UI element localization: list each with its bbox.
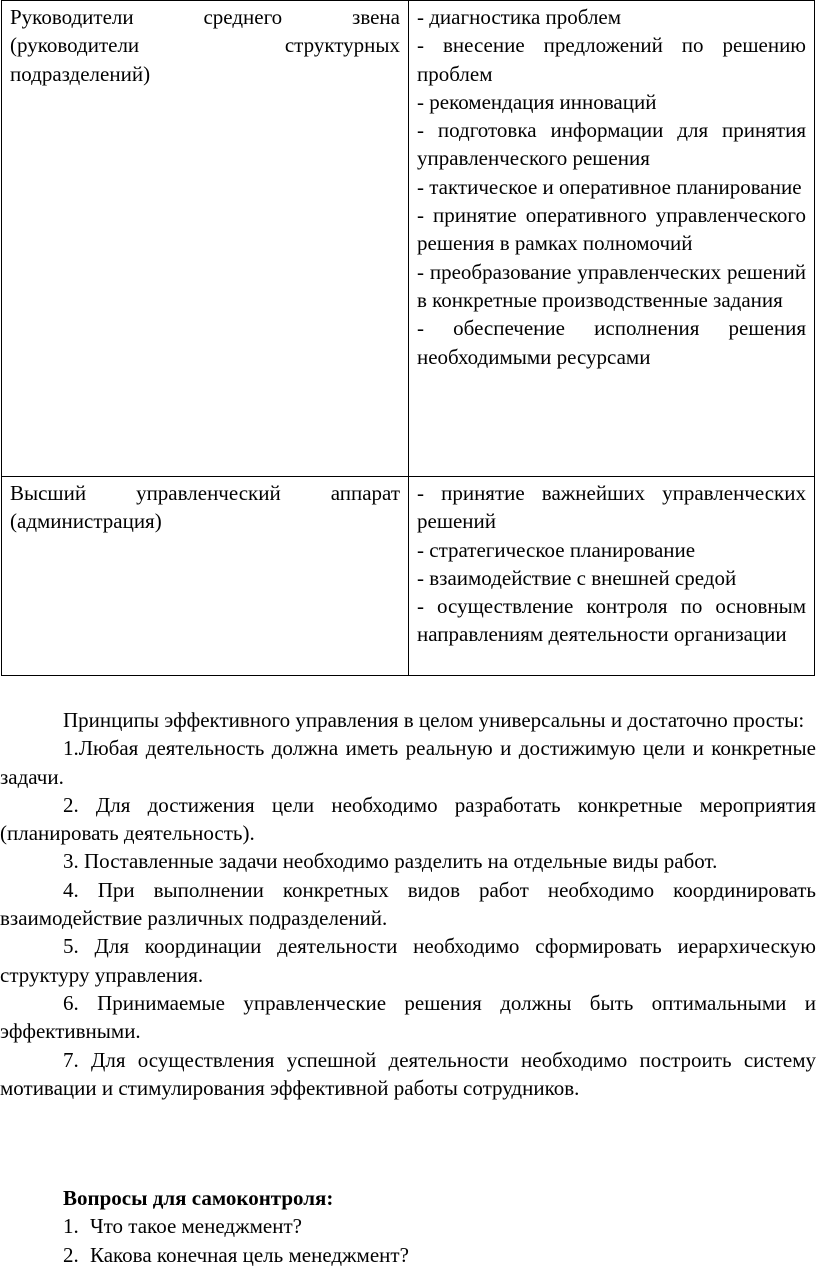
function-item: - принятие оперативного управленческого решения в рамках полномочий	[417, 203, 806, 256]
level-cell	[2, 477, 409, 676]
level-name: Руководители среднего звена (руководители структурных подразделений)	[10, 5, 400, 86]
principle-item: 5. Для координации деятельности необходимо сформировать иерархическую структуру управления.	[0, 934, 816, 987]
functions-cell	[409, 1, 815, 477]
function-item: - тактическое и оперативное планирование	[417, 174, 802, 199]
function-item: - взаимодействие с внешней средой	[417, 565, 737, 590]
level-cell	[2, 1, 409, 477]
table-row	[2, 1, 815, 477]
level-name: Высший управленческий аппарат (администрация)	[10, 481, 400, 534]
function-item: - принятие важнейших управленческих решений	[417, 481, 806, 534]
function-item: - рекомендация инноваций	[417, 89, 657, 114]
question-text: Что такое менеджмент?	[90, 1214, 302, 1239]
question-number: 2.	[63, 1242, 79, 1267]
function-item: - стратегическое планирование	[417, 537, 696, 562]
function-item: - подготовка информации для принятия управленческого решения	[417, 118, 806, 171]
question-number: 1.	[63, 1214, 79, 1239]
functions-cell	[409, 477, 815, 676]
list-item	[63, 1212, 803, 1240]
function-item: - осуществление контроля по основным направлениям деятельности организации	[417, 594, 806, 647]
principles-lead: Принципы эффективного управления в целом универсальны и достаточно просты:	[63, 708, 805, 732]
principle-item: 2. Для достижения цели необходимо разработать конкретные мероприятия (планировать деятельность).	[0, 792, 816, 846]
self-check-section	[63, 1184, 803, 1269]
principle-item: 6. Принимаемые управленческие решения должны быть оптимальными и эффективными.	[0, 990, 816, 1044]
question-list	[63, 1212, 803, 1269]
principle-item: 7. Для осуществления успешной деятельности необходимо построить систему мотивации и стимулирования эффективной работы сотрудников.	[0, 1047, 816, 1100]
question-text: Какова конечная цель менеджмент?	[90, 1242, 409, 1267]
principles-section	[0, 706, 816, 1102]
self-check-heading: Вопросы для самоконтроля:	[63, 1186, 334, 1210]
principle-item: 3. Поставленные задачи необходимо разделить на отдельные виды работ.	[63, 849, 718, 874]
list-item	[63, 1241, 803, 1269]
principle-item: 1.Любая деятельность должна иметь реальную и достижимую цели и конкретные задачи.	[0, 736, 816, 789]
principle-item: 4. При выполнении конкретных видов работ необходимо координировать взаимодействие различных подразделений.	[0, 877, 816, 931]
function-item: - преобразование управленческих решений в конкретные производственные задания	[417, 259, 806, 312]
table-row	[2, 477, 815, 676]
management-levels-table	[1, 0, 815, 676]
function-item: - обеспечение исполнения решения необходимыми ресурсами	[417, 316, 806, 369]
function-item: - внесение предложений по решению проблем	[417, 33, 806, 86]
function-item: - диагностика проблем	[417, 5, 622, 29]
